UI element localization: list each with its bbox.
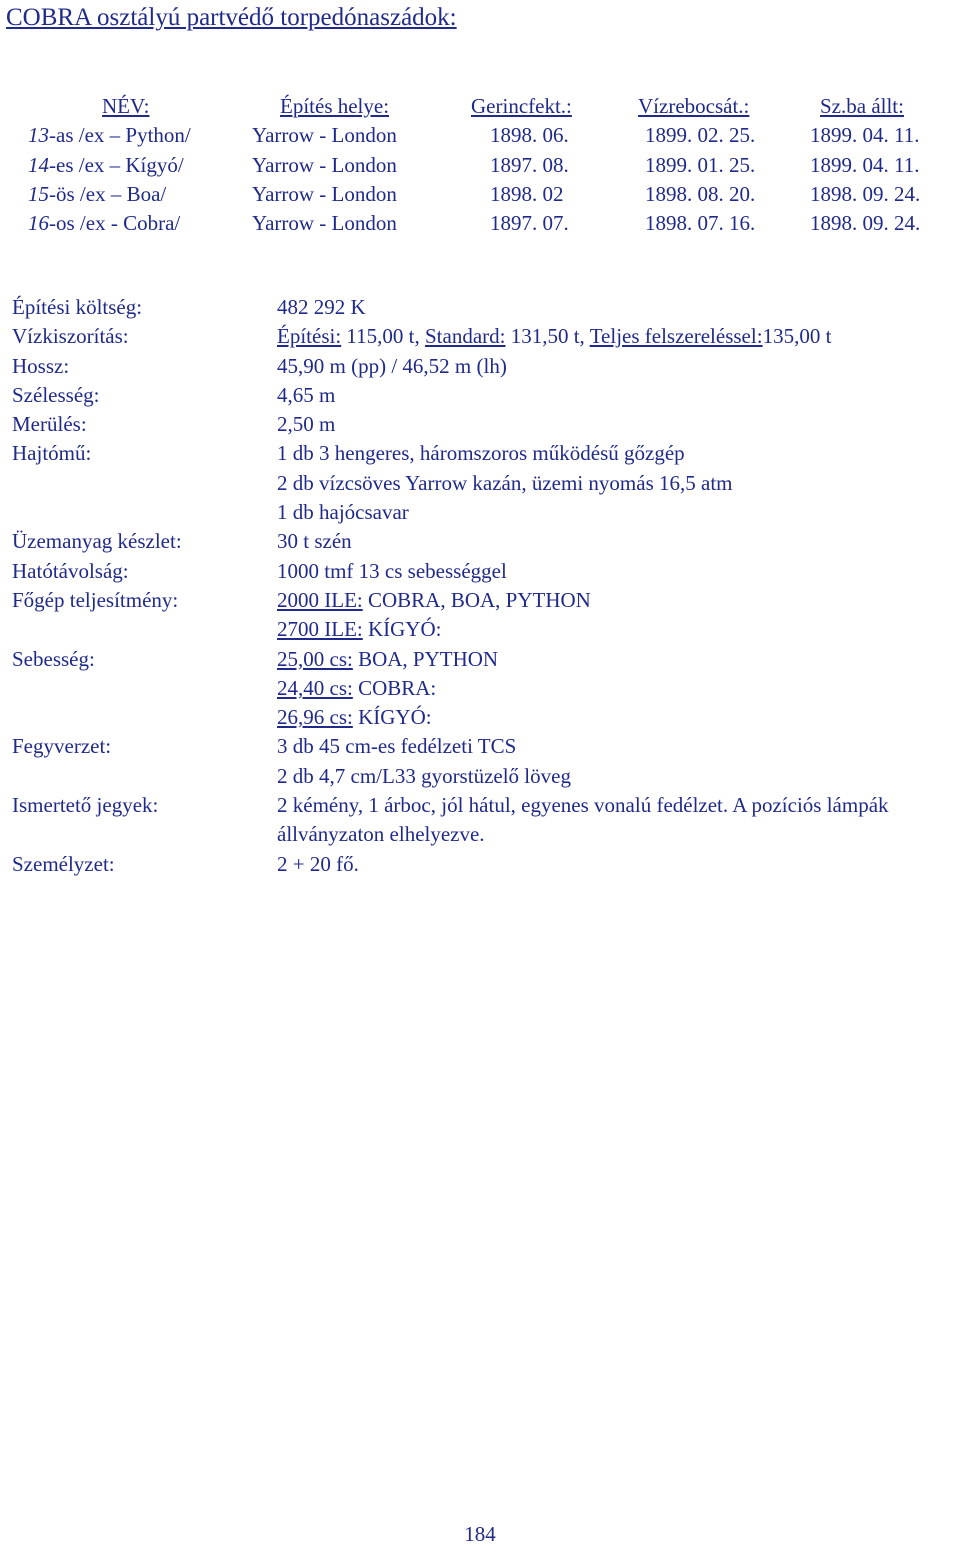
header-keel: Gerincfekt.: xyxy=(471,94,572,118)
spec-fuel xyxy=(0,527,960,556)
power-ships: KÍGYÓ: xyxy=(362,617,442,642)
spec-value: 3 db 45 cm-es fedélzeti TCS xyxy=(277,734,517,759)
service-date: 1899. 04. 11. xyxy=(810,123,920,148)
spec-value: 45,90 m (pp) / 46,52 m (lh) xyxy=(277,353,507,378)
launch-date: 1899. 02. 25. xyxy=(645,123,756,148)
service-date: 1899. 04. 11. xyxy=(810,152,920,177)
spec-value: 2 db vízcsöves Yarrow kazán, üzemi nyomás 16,5 atm xyxy=(277,470,733,495)
spec-label: Személyzet: xyxy=(12,851,115,876)
service-date: 1898. 09. 24. xyxy=(810,211,921,236)
spec-value: 1 db 3 hengeres, háromszoros működésű gőzgép xyxy=(277,441,685,466)
spec-value xyxy=(277,645,954,674)
spec-value xyxy=(277,586,954,615)
spec-draught xyxy=(0,410,960,439)
displacement-full-value: 135,00 t xyxy=(762,324,832,349)
spec-label: Hajtómű: xyxy=(12,441,92,466)
spec-label: Hossz: xyxy=(12,353,70,378)
speed-ships: BOA, PYTHON xyxy=(352,646,499,671)
header-place: Építés helye: xyxy=(280,94,390,118)
spec-label: Üzemanyag készlet: xyxy=(12,529,182,554)
spec-power xyxy=(0,586,960,645)
spec-crew xyxy=(0,850,960,879)
ship-name xyxy=(28,121,191,150)
spec-value: 2,50 m xyxy=(277,412,336,437)
ship-number: 15 xyxy=(28,181,49,206)
table-row xyxy=(0,180,960,209)
header-name: NÉV: xyxy=(102,94,150,118)
launch-date: 1898. 08. 20. xyxy=(645,181,756,206)
spec-label: Ismertető jegyek: xyxy=(12,793,159,818)
ship-name xyxy=(28,151,184,180)
ship-former-name: -ös /ex – Boa/ xyxy=(49,181,167,206)
build-place: Yarrow - London xyxy=(252,211,397,236)
speed-ships: COBRA: xyxy=(352,675,437,700)
power-ships: COBRA, BOA, PYTHON xyxy=(362,587,591,612)
spec-value: 482 292 K xyxy=(277,295,366,319)
table-header-row xyxy=(0,92,960,121)
spec-value: 4,65 m xyxy=(277,382,336,407)
ship-number: 14 xyxy=(28,152,49,177)
build-place: Yarrow - London xyxy=(252,152,397,177)
spec-value xyxy=(277,674,954,703)
spec-value: 2 + 20 fő. xyxy=(277,851,359,876)
spec-cost xyxy=(0,293,960,322)
document-title: COBRA osztályú partvédő torpedónaszádok: xyxy=(6,4,457,31)
spec-value: 2 kémény, 1 árboc, jól hátul, egyenes vonalú fedélzet. A pozíciós lámpák állványzaton elhelyezve. xyxy=(277,793,889,847)
build-place: Yarrow - London xyxy=(252,181,397,206)
spec-value xyxy=(277,703,954,732)
spec-range xyxy=(0,557,960,586)
header-service: Sz.ba állt: xyxy=(820,94,904,118)
spec-label: Sebesség: xyxy=(12,646,95,671)
power-value: 2000 ILE: xyxy=(277,587,363,612)
speed-value: 25,00 cs: xyxy=(277,646,353,671)
spec-length xyxy=(0,352,960,381)
speed-value: 24,40 cs: xyxy=(277,675,353,700)
spec-value: 1000 tmf 13 cs sebességgel xyxy=(277,558,507,583)
spec-displacement xyxy=(0,322,960,351)
spec-label: Szélesség: xyxy=(12,382,100,407)
ship-name xyxy=(28,209,180,238)
displacement-standard-value: 131,50 t, xyxy=(505,324,590,349)
ship-number: 13 xyxy=(28,123,49,148)
displacement-build-label: Építési: xyxy=(277,324,342,349)
spec-value xyxy=(277,322,954,351)
power-value: 2700 ILE: xyxy=(277,617,363,642)
keel-date: 1897. 08. xyxy=(490,152,569,177)
spec-value: 30 t szén xyxy=(277,529,352,554)
ship-former-name: -os /ex - Cobra/ xyxy=(49,211,181,236)
spec-beam xyxy=(0,381,960,410)
spec-features xyxy=(0,791,960,850)
speed-value: 26,96 cs: xyxy=(277,705,353,730)
ship-former-name: -as /ex – Python/ xyxy=(49,123,191,148)
table-row xyxy=(0,209,960,238)
service-date: 1898. 09. 24. xyxy=(810,181,921,206)
keel-date: 1897. 07. xyxy=(490,211,569,236)
launch-date: 1898. 07. 16. xyxy=(645,211,756,236)
spec-label: Fegyverzet: xyxy=(12,734,112,759)
table-row xyxy=(0,151,960,180)
displacement-full-label: Teljes felszereléssel: xyxy=(589,324,763,349)
speed-ships: KÍGYÓ: xyxy=(352,705,432,730)
spec-value: 1 db hajócsavar xyxy=(277,500,409,525)
keel-date: 1898. 06. xyxy=(490,123,569,148)
table-row xyxy=(0,121,960,150)
spec-value xyxy=(277,615,954,644)
spec-label: Főgép teljesítmény: xyxy=(12,587,179,612)
spec-label: Építési költség: xyxy=(12,295,143,319)
launch-date: 1899. 01. 25. xyxy=(645,152,756,177)
header-launch: Vízrebocsát.: xyxy=(638,94,750,118)
specifications xyxy=(0,293,960,879)
spec-armament xyxy=(0,732,960,791)
spec-value: 2 db 4,7 cm/L33 gyorstüzelő löveg xyxy=(277,763,571,788)
page-number: 184 xyxy=(464,1522,496,1546)
spec-propulsion xyxy=(0,439,960,527)
keel-date: 1898. 02 xyxy=(490,181,564,206)
ship-table xyxy=(0,92,960,238)
spec-label: Merülés: xyxy=(12,412,87,437)
displacement-build-value: 115,00 t, xyxy=(341,324,425,349)
spec-label: Hatótávolság: xyxy=(12,558,129,583)
ship-name xyxy=(28,180,166,209)
spec-speed xyxy=(0,645,960,733)
spec-label: Vízkiszorítás: xyxy=(12,324,129,349)
displacement-standard-label: Standard: xyxy=(424,324,506,349)
ship-former-name: -es /ex – Kígyó/ xyxy=(49,152,184,177)
build-place: Yarrow - London xyxy=(252,123,397,148)
ship-number: 16 xyxy=(28,211,49,236)
